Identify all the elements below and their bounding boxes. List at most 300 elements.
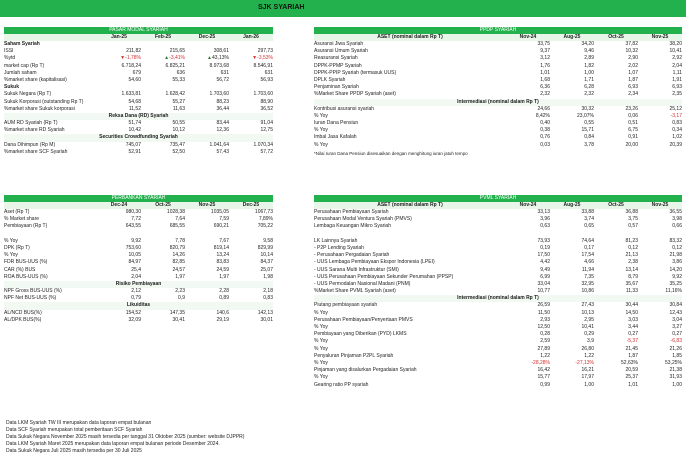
value-text: 1,85	[672, 352, 682, 359]
cell-value	[506, 245, 550, 252]
cell-value	[97, 209, 141, 216]
cell-value	[229, 216, 273, 223]
value-text: 1,68	[540, 76, 550, 83]
row-label: % Yoy	[314, 374, 328, 381]
cell-value	[141, 252, 185, 259]
cell-value	[506, 113, 550, 120]
row-label: % Yoy	[4, 252, 18, 259]
value-text: 3,03	[628, 316, 638, 323]
cell-value	[141, 48, 185, 55]
cell-value	[638, 84, 682, 91]
arrow-down-icon: ▼	[252, 55, 258, 62]
row-label: % Yoy	[314, 345, 328, 352]
cell-value	[229, 259, 273, 266]
value-text: 14,50	[625, 309, 638, 316]
table-row	[314, 288, 682, 295]
cell-value	[638, 252, 682, 259]
cell-value	[229, 99, 273, 106]
value-text: 36,88	[625, 209, 638, 215]
row-label: LK Lainnya Syariah	[314, 237, 358, 244]
column-header-spacer	[4, 34, 97, 41]
cell-value	[550, 281, 594, 288]
value-text: 36,52	[260, 105, 273, 112]
value-text: 0,12	[628, 244, 638, 251]
cell-value	[185, 55, 229, 62]
value-text: 7,72	[131, 216, 141, 223]
value-text: -5,37	[626, 338, 638, 345]
cell-value	[185, 317, 229, 324]
value-text: 1,02	[672, 134, 682, 141]
cell-value	[506, 209, 550, 216]
row-label: Dana Dihimpun (Rp M)	[4, 141, 56, 148]
column-header: Nov-25	[198, 202, 216, 208]
section-heading: Reksa Dana (RD) Syariah	[4, 113, 273, 120]
row-label: Asuransi Umum Syariah	[314, 48, 368, 55]
cell-value	[638, 223, 682, 230]
cell-value	[638, 245, 682, 252]
value-text: 0,63	[540, 223, 550, 230]
value-text: 8,42%	[535, 112, 550, 119]
cell-value	[229, 317, 273, 324]
column-header-row	[4, 34, 273, 41]
value-text: 32,09	[128, 316, 141, 323]
value-text: 88,23	[216, 98, 229, 105]
cell-value	[229, 48, 273, 55]
value-text: 7,89%	[258, 216, 273, 223]
cell-value	[638, 281, 682, 288]
cell-value	[141, 142, 185, 149]
cell-value	[506, 55, 550, 62]
value-text: 1035,05	[210, 209, 229, 215]
value-text: 0,57	[628, 223, 638, 230]
value-text: 1,01	[628, 381, 638, 388]
cell-value	[141, 149, 185, 156]
column-header: Jan-25	[111, 34, 127, 40]
cell-value	[97, 238, 141, 245]
cell-value	[97, 149, 141, 156]
row-label: Reasuransi Syariah	[314, 55, 358, 62]
cell-value	[594, 134, 638, 141]
value-text: 33,04	[537, 280, 550, 287]
row-label: NPF Gross BUS-UUS (%)	[4, 288, 62, 295]
value-text: 10,42	[128, 127, 141, 134]
cell-value	[594, 288, 638, 295]
value-text: -3,53%	[257, 55, 273, 62]
cell-value	[506, 142, 550, 149]
cell-value	[638, 382, 682, 389]
cell-value	[638, 70, 682, 77]
cell-value	[229, 142, 273, 149]
table-row	[4, 55, 273, 62]
row-label: %ytd	[4, 55, 16, 62]
value-text: 6.825,21	[165, 62, 185, 69]
row-label: AUM RD Syariah (Rp T)	[4, 120, 58, 127]
row-label: - UUS Lembaga Pembiayaan Ekspor Indonesia (LPEI)	[314, 259, 435, 266]
cell-value	[594, 245, 638, 252]
table-row	[314, 360, 682, 367]
cell-value	[185, 288, 229, 295]
row-label: AL/DPK BUS(%)	[4, 316, 42, 323]
value-text: 2,04	[672, 62, 682, 69]
perbankan-panel	[4, 195, 273, 324]
column-header: Aug-25	[563, 202, 581, 208]
value-text: 11,63	[172, 105, 185, 112]
value-text: 24,59	[216, 266, 229, 273]
table-row	[314, 84, 682, 91]
cell-value	[638, 267, 682, 274]
pvml-panel	[314, 195, 682, 389]
value-text: 1,87	[628, 352, 638, 359]
value-text: 1,00	[672, 381, 682, 388]
value-text: 34,20	[581, 41, 594, 47]
cell-value	[550, 267, 594, 274]
cell-value	[594, 346, 638, 353]
cell-value	[97, 317, 141, 324]
cell-value	[638, 274, 682, 281]
cell-value	[594, 238, 638, 245]
cell-value	[550, 310, 594, 317]
value-text: 10,32	[625, 48, 638, 55]
table-row	[4, 288, 273, 295]
row-label	[314, 231, 506, 238]
value-text: 84,97	[128, 259, 141, 266]
value-text: 3,74	[584, 216, 594, 223]
value-text: 6,93	[628, 84, 638, 91]
column-header: Nov-24	[519, 34, 537, 40]
value-text: 24,66	[537, 105, 550, 112]
value-text: 140,6	[216, 309, 229, 316]
section-heading: Risiko Pembiayaan	[4, 281, 273, 288]
value-text: 1,97	[219, 273, 229, 280]
row-label: %market share (kapitalisasi)	[4, 76, 67, 83]
cell-value	[97, 142, 141, 149]
column-header: Aug-25	[563, 34, 581, 40]
cell-value	[594, 120, 638, 127]
table-row	[314, 382, 682, 389]
value-text: 91,04	[260, 120, 273, 127]
table-row	[4, 310, 273, 317]
value-text: 17,50	[537, 252, 550, 259]
row-label: % Yoy	[314, 141, 328, 148]
value-text: 30,32	[581, 105, 594, 112]
cell-value	[506, 77, 550, 84]
value-text: 6,28	[584, 84, 594, 91]
row-label: %market share SCF Syariah	[4, 148, 68, 155]
value-text: 10,05	[128, 252, 141, 259]
cell-value	[550, 127, 594, 134]
value-text: 9,92	[672, 273, 682, 280]
value-text: 3,96	[540, 216, 550, 223]
value-text: 2,32	[540, 91, 550, 98]
cell-value	[97, 106, 141, 113]
value-text: 690,21	[213, 223, 229, 230]
value-text: 15,77	[537, 374, 550, 381]
value-text: 27,89	[537, 345, 550, 352]
row-label: DPPK-PPMP Syariah	[314, 62, 362, 69]
value-text: 2,90	[628, 55, 638, 62]
cell-value	[550, 346, 594, 353]
cell-value	[97, 259, 141, 266]
cell-value	[506, 346, 550, 353]
column-header: Dec-25	[198, 34, 216, 40]
row-label: Sukuk Korporasi (outstanding Rp T)	[4, 98, 84, 105]
row-label: % Market share	[4, 216, 40, 223]
table-row	[314, 231, 682, 238]
row-label: Aset (Rp T)	[4, 209, 30, 215]
cell-value	[506, 63, 550, 70]
cell-value	[638, 113, 682, 120]
table-row	[4, 231, 273, 238]
cell-value	[638, 134, 682, 141]
cell-value	[550, 317, 594, 324]
table-row	[314, 55, 682, 62]
cell-value	[229, 209, 273, 216]
value-text: 636	[176, 69, 185, 76]
table-row	[314, 77, 682, 84]
row-label: % Yoy	[314, 359, 328, 366]
value-text: 1,07	[628, 69, 638, 76]
row-label: DPLK Syariah	[314, 76, 346, 83]
value-text: 10,86	[581, 288, 594, 295]
value-text: -27,13%	[575, 359, 594, 366]
row-label: DPK (Rp T)	[4, 244, 30, 251]
value-text: 30,44	[625, 302, 638, 309]
cell-value	[594, 302, 638, 309]
row-label: % Yoy	[314, 338, 328, 345]
value-text: 0,17	[584, 244, 594, 251]
table-row	[4, 267, 273, 274]
cell-value	[141, 55, 185, 62]
cell-value	[185, 259, 229, 266]
value-text: 0,40	[540, 120, 550, 127]
cell-value	[638, 77, 682, 84]
cell-value	[97, 223, 141, 230]
cell-value	[229, 127, 273, 134]
cell-value	[594, 77, 638, 84]
table-row	[314, 134, 682, 141]
footnote-line: Data LKM Syariah TW III merupakan data laporan empat bulanan	[6, 420, 152, 426]
row-label: Perusahaan Pembiayaan Syariah	[314, 209, 389, 215]
value-text: 17,97	[581, 374, 594, 381]
value-text: 1.703,60	[209, 91, 229, 98]
column-header: Feb-25	[154, 34, 172, 40]
cell-value	[229, 252, 273, 259]
cell-value	[638, 106, 682, 113]
table-row	[4, 209, 273, 216]
table-row	[4, 259, 273, 266]
cell-value	[638, 360, 682, 367]
value-text: 1,01	[540, 69, 550, 76]
table-row	[314, 91, 682, 98]
value-text: 7,64	[175, 216, 185, 223]
cell-value	[97, 91, 141, 98]
table-row	[314, 367, 682, 374]
cell-value	[97, 70, 141, 77]
value-text: 16,42	[537, 367, 550, 374]
cell-value	[594, 324, 638, 331]
cell-value	[141, 77, 185, 84]
column-header: ASET (nominal dalam Rp T)	[377, 202, 443, 208]
value-text: 980,30	[125, 209, 141, 215]
cell-value	[229, 91, 273, 98]
value-text: 82,85	[172, 259, 185, 266]
value-text: 1,97	[175, 273, 185, 280]
value-text: 84,37	[260, 259, 273, 266]
value-text: 25,12	[669, 105, 682, 112]
cell-value	[550, 231, 594, 238]
value-text: 15,71	[581, 127, 594, 134]
section-heading: Saham Syariah	[4, 41, 40, 47]
value-text: 57,43	[216, 148, 229, 155]
cell-value	[594, 382, 638, 389]
row-label: Pembiayaan yang Diberikan (PYD) LKMS	[314, 331, 407, 338]
cell-value	[550, 353, 594, 360]
row-label: Gearing ratio PP syariah	[314, 381, 369, 388]
column-header: Nov-24	[519, 202, 537, 208]
cell-value	[638, 302, 682, 309]
value-text: 11,50	[537, 309, 550, 316]
row-label: % Yoy	[4, 237, 18, 244]
cell-value	[141, 99, 185, 106]
cell-value	[141, 127, 185, 134]
value-text: 0,03	[540, 141, 550, 148]
cell-value	[229, 63, 273, 70]
cell-value	[550, 77, 594, 84]
value-text: 0,84	[584, 134, 594, 141]
value-text: 2,23	[175, 288, 185, 295]
value-text: 52,63%	[621, 359, 638, 366]
footnote-line: Data Sukuk Negara November 2025 masih tersedia per tanggal 31 Oktober 2025 (sumber: website DJPPR)	[6, 434, 245, 440]
cell-value	[638, 142, 682, 149]
cell-value	[506, 360, 550, 367]
value-text: 0,55	[584, 120, 594, 127]
cell-value	[506, 324, 550, 331]
table-row	[4, 120, 273, 127]
table-row	[314, 216, 682, 223]
value-text: 30,41	[172, 316, 185, 323]
value-text: 3,04	[672, 316, 682, 323]
cell-value	[141, 310, 185, 317]
value-text: 2,38	[628, 259, 638, 266]
row-label: DPPK-PPIP Syariah (termasuk UUS)	[314, 69, 397, 76]
value-text: 2,32	[584, 91, 594, 98]
value-text: 9,37	[540, 48, 550, 55]
cell-value	[185, 77, 229, 84]
cell-value	[506, 238, 550, 245]
value-text: 83,83	[216, 259, 229, 266]
cell-value	[185, 274, 229, 281]
section-heading: Sukuk	[4, 84, 20, 91]
arrow-up-icon: ▲	[164, 55, 170, 62]
cell-value	[594, 281, 638, 288]
value-text: 14,20	[669, 266, 682, 273]
value-text: 33,88	[581, 209, 594, 215]
value-text: 1028,38	[166, 209, 185, 215]
footnote-line: Data LKM Syariah Maret 2025 merupakan data laporan empat bulanan periode Desember 2024.	[6, 441, 220, 447]
cell-value	[185, 238, 229, 245]
row-label: Lembaga Keuangan Mikro Syariah	[314, 223, 391, 230]
row-label: Penjaminan Syariah	[314, 84, 359, 91]
value-text: 10,41	[669, 48, 682, 55]
cell-value	[594, 63, 638, 70]
cell-value	[185, 310, 229, 317]
cell-value	[97, 231, 141, 238]
cell-value	[638, 259, 682, 266]
table-row	[314, 324, 682, 331]
value-text: 2,02	[628, 62, 638, 69]
row-label: - Perusahaan Pergadaian Syariah	[314, 252, 390, 259]
cell-value	[506, 91, 550, 98]
footnotes	[6, 420, 244, 455]
value-text: 2,92	[672, 55, 682, 62]
pasar-modal-panel	[4, 27, 273, 156]
value-text: 679	[132, 69, 141, 76]
value-text: 53,25%	[665, 359, 682, 366]
cell-value	[638, 120, 682, 127]
value-text: 308,61	[213, 48, 229, 55]
cell-value	[506, 382, 550, 389]
value-text: 56,72	[216, 76, 229, 83]
cell-value	[141, 245, 185, 252]
row-label: Asuransi Jiwa Syariah	[314, 41, 364, 47]
cell-value	[594, 310, 638, 317]
value-text: 3,44	[628, 324, 638, 330]
value-text: 0,12	[672, 244, 682, 251]
value-text: 1,11	[672, 69, 682, 76]
row-label: market cap (Rp T)	[4, 62, 45, 69]
value-text: 0,06	[628, 112, 638, 119]
table-row	[4, 317, 273, 324]
column-header-row	[314, 34, 682, 41]
value-text: 9,92	[131, 237, 141, 244]
value-text: 0,38	[540, 127, 550, 134]
column-header-spacer	[4, 202, 97, 209]
cell-value	[229, 231, 273, 238]
value-text: 1,82	[584, 62, 594, 69]
table-row	[314, 338, 682, 345]
cell-value	[550, 382, 594, 389]
cell-value	[638, 127, 682, 134]
value-text: 1.703,60	[253, 91, 273, 98]
table-row	[4, 223, 273, 230]
cell-value	[229, 238, 273, 245]
cell-value	[97, 120, 141, 127]
cell-value	[550, 223, 594, 230]
cell-value	[594, 216, 638, 223]
cell-value	[229, 223, 273, 230]
value-text: 142,13	[257, 309, 273, 316]
cell-value	[185, 142, 229, 149]
value-text: -6,83	[670, 338, 682, 345]
arrow-down-icon: ▼	[120, 55, 126, 62]
row-label: Jumlah saham	[4, 69, 37, 76]
column-header: Oct-25	[155, 202, 171, 208]
value-text: 12,50	[537, 324, 550, 330]
cell-value	[594, 353, 638, 360]
row-label: Perusahaan Modal Ventura Syariah (PMVS)	[314, 216, 412, 223]
value-text: 820,79	[169, 244, 185, 251]
column-header: Oct-25	[608, 202, 624, 208]
cell-value	[506, 274, 550, 281]
arrow-up-icon: ▲	[207, 55, 212, 62]
row-label: Piutang pembiayaan syariah	[314, 302, 378, 309]
cell-value	[638, 317, 682, 324]
cell-value	[550, 48, 594, 55]
value-text: 7,35	[584, 273, 594, 280]
value-text: 0,83	[263, 295, 273, 302]
table-row	[4, 149, 273, 156]
table-row	[314, 252, 682, 259]
